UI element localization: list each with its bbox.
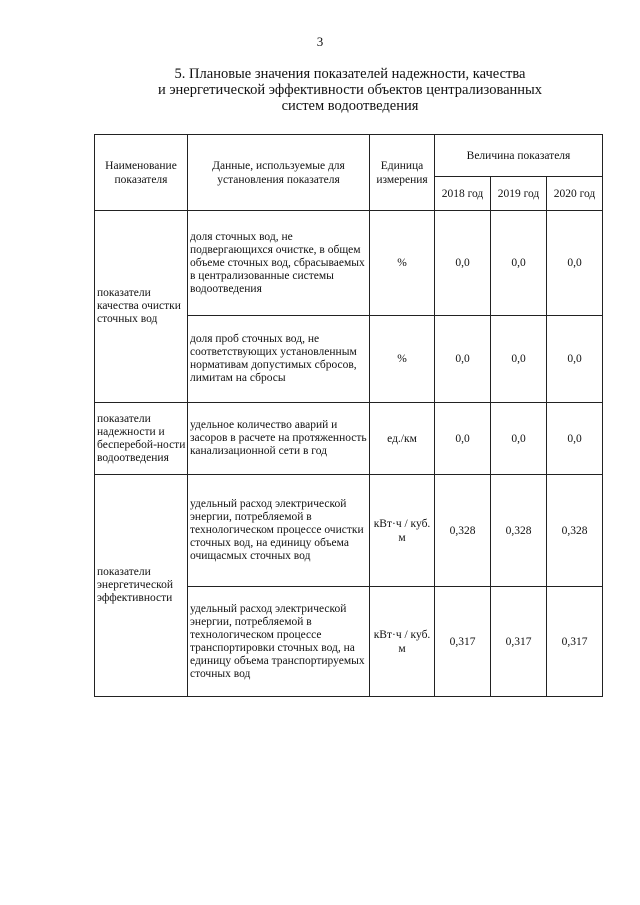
header-year-2019: 2019 год bbox=[491, 177, 547, 211]
unit-cell: % bbox=[370, 316, 435, 403]
value-2020: 0,0 bbox=[547, 403, 603, 475]
table-row bbox=[95, 211, 603, 316]
unit-cell: кВт·ч / куб. м bbox=[370, 475, 435, 587]
description-cell: удельное количество аварий и засоров в расчете на протяженность канализационной сети в год bbox=[188, 403, 370, 475]
header-data: Данные, используемые для установления показателя bbox=[188, 135, 370, 211]
unit-cell: % bbox=[370, 211, 435, 316]
value-2020: 0,328 bbox=[547, 475, 603, 587]
category-cell: показатели качества очистки сточных вод bbox=[95, 211, 188, 403]
value-2019: 0,0 bbox=[491, 403, 547, 475]
value-2019: 0,317 bbox=[491, 587, 547, 697]
description-cell: удельный расход электрической энергии, потребляемой в технологическом процессе транспортировки сточных вод, на единицу объема транспортируемых сточных вод bbox=[188, 587, 370, 697]
description-cell: удельный расход электрической энергии, потребляемой в технологическом процессе очистки сточных вод, на единицу объема очищасмых сточных вод bbox=[188, 475, 370, 587]
value-2020: 0,0 bbox=[547, 316, 603, 403]
value-2018: 0,317 bbox=[435, 587, 491, 697]
page-number: 3 bbox=[316, 34, 324, 49]
title-line: 5. Плановые значения показателей надежности, качества bbox=[174, 66, 526, 82]
value-2020: 0,317 bbox=[547, 587, 603, 697]
description-cell: доля сточных вод, не подвергающихся очистке, в общем объеме сточных вод, сбрасываемых в централизованные системы водоотведения bbox=[188, 211, 370, 316]
value-2018: 0,0 bbox=[435, 403, 491, 475]
category-cell: показатели надежности и бесперебой-ности водоотведения bbox=[95, 403, 188, 475]
description-cell: доля проб сточных вод, не соответствующих установленным нормативам допустимых сбросов, лимитам на сбросы bbox=[188, 316, 370, 403]
unit-cell: ед./км bbox=[370, 403, 435, 475]
title-line: и энергетической эффективности объектов централизованных bbox=[157, 82, 543, 98]
header-value: Величина показателя bbox=[435, 135, 603, 177]
value-2019: 0,0 bbox=[491, 316, 547, 403]
value-2018: 0,0 bbox=[435, 211, 491, 316]
document-title bbox=[100, 66, 600, 114]
header-unit: Единица измерения bbox=[370, 135, 435, 211]
title-line: систем водоотведения bbox=[281, 98, 419, 114]
category-cell: показатели энергетической эффективности bbox=[95, 475, 188, 697]
table-row bbox=[95, 403, 603, 475]
header-year-2018: 2018 год bbox=[435, 177, 491, 211]
value-2018: 0,328 bbox=[435, 475, 491, 587]
table-row bbox=[95, 475, 603, 587]
value-2019: 0,328 bbox=[491, 475, 547, 587]
header-year-2020: 2020 год bbox=[547, 177, 603, 211]
unit-cell: кВт·ч / куб. м bbox=[370, 587, 435, 697]
value-2018: 0,0 bbox=[435, 316, 491, 403]
value-2019: 0,0 bbox=[491, 211, 547, 316]
indicators-table bbox=[94, 134, 603, 697]
header-name: Наименование показателя bbox=[95, 135, 188, 211]
value-2020: 0,0 bbox=[547, 211, 603, 316]
